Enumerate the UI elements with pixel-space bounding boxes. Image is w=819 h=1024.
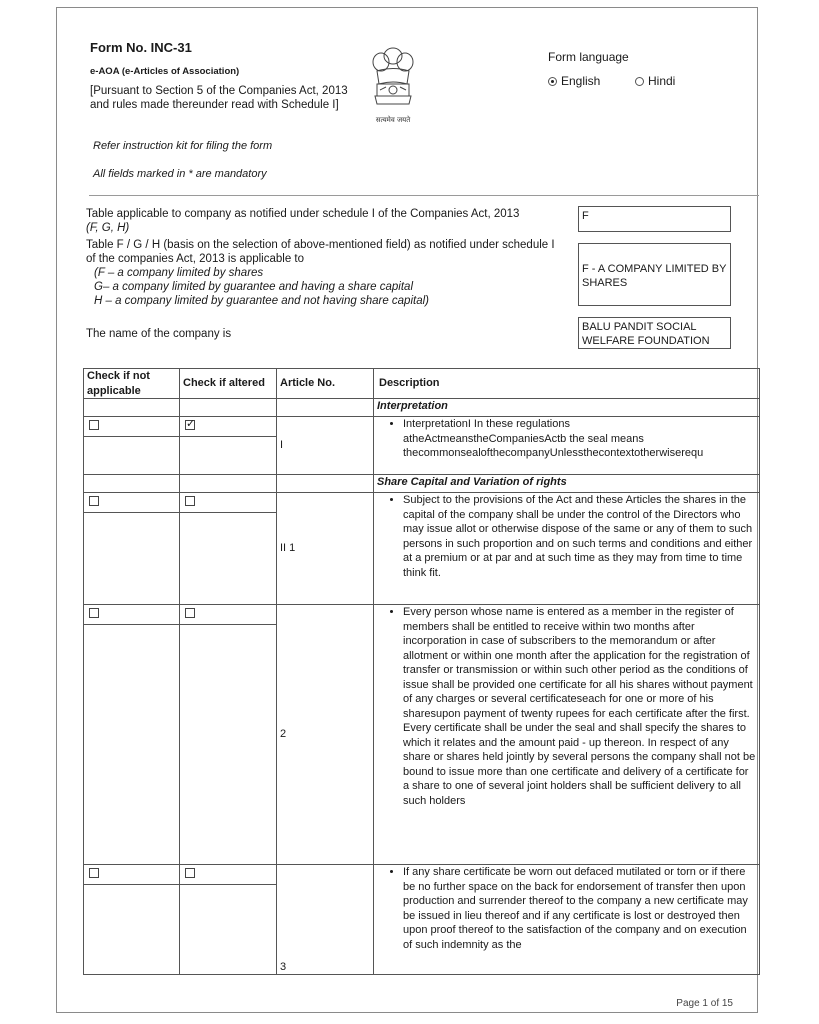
not-applicable-checkbox[interactable] <box>89 496 99 506</box>
option-h-text: H – a company limited by guarantee and not having share capital) <box>94 295 429 307</box>
section-row-share-capital <box>84 475 760 493</box>
option-g-text: G– a company limited by guarantee and having a share capital <box>94 281 414 293</box>
table-row <box>84 865 760 885</box>
form-language-label: Form language <box>548 50 629 64</box>
table-fgh-question <box>86 238 556 308</box>
form-page <box>56 7 758 1013</box>
article-number: I <box>277 417 374 475</box>
header-altered: Check if altered <box>180 369 277 399</box>
table-row <box>84 417 760 437</box>
language-hindi-label: Hindi <box>648 74 676 88</box>
table-header-row <box>84 369 760 399</box>
page-number: Page 1 of 15 <box>676 998 733 1009</box>
altered-checkbox[interactable] <box>185 420 195 430</box>
section-title-share-capital: Share Capital and Variation of rights <box>374 475 760 493</box>
section-row-interpretation <box>84 399 760 417</box>
section-title-interpretation: Interpretation <box>374 399 760 417</box>
article-description: • Subject to the provisions of the Act and these Articles the shares in the capital of the company shall be under the control of the Directors who may issue allot or otherwise dispose of the same or any of them to such persons in such proportion and on such terms and conditions and either at a premium or at par and at such time as they may from time to time think fit. <box>374 493 760 605</box>
article-description: • Every person whose name is entered as a member in the register of members shall be entitled to receive within two months after incorporation in case of subscribers to the memorandum or after allotment or within one month after the application for the registration of transfer or transmission or within such other period as the conditions of issue shall be provided one certificate for all his shares without payment of any charges or several certificateseach for one or more of his sharesupon payment of twenty rupees for each certificate after the first. Every certificate shall be under the seal and shall specify the shares to which it relates and the amount paid - up thereon. In respect of any share or shares held jointly by several persons the company shall not be bound to issue more than one certificate and delivery of a certificate for a share to one of several joint holders shall be sufficient delivery to all such holders <box>374 605 760 865</box>
national-emblem-icon <box>363 38 423 128</box>
not-applicable-checkbox[interactable] <box>89 420 99 430</box>
company-name-label: The name of the company is <box>86 328 232 340</box>
header-not-applicable: Check if not applicable <box>84 369 180 399</box>
form-number: Form No. INC-31 <box>90 40 192 55</box>
table-row <box>84 493 760 513</box>
mandatory-note: All fields marked in * are mandatory <box>93 168 267 180</box>
form-subtitle: e-AOA (e-Articles of Association) <box>90 66 240 77</box>
table-applicable-hint: (F, G, H) <box>86 222 130 234</box>
header-divider <box>89 195 759 196</box>
table-fgh-label: Table F / G / H (basis on the selection of above-mentioned field) as notified under schedule I of the companies Act, 2013 is applicable to <box>86 239 555 265</box>
not-applicable-checkbox[interactable] <box>89 868 99 878</box>
pursuant-note: [Pursuant to Section 5 of the Companies Act, 2013 and rules made thereunder read with Schedule I] <box>90 85 348 111</box>
table-fgh-field[interactable]: F - A COMPANY LIMITED BY SHARES <box>578 243 731 306</box>
language-english-label: English <box>561 74 601 88</box>
company-name-field[interactable]: BALU PANDIT SOCIAL WELFARE FOUNDATION <box>578 317 731 349</box>
radio-english-icon[interactable] <box>548 77 557 86</box>
article-description: • InterpretationI In these regulations atheActmeanstheCompaniesActb the seal means thecommonsealofthecompanyUnlessthecontextotherwiserequ <box>374 417 760 475</box>
table-applicable-label: Table applicable to company as notified under schedule I of the Companies Act, 2013 <box>86 208 520 220</box>
header-article-no: Article No. <box>277 369 374 399</box>
table-row <box>84 605 760 625</box>
altered-checkbox[interactable] <box>185 496 195 506</box>
radio-hindi-icon[interactable] <box>635 77 644 86</box>
instruction-kit-note: Refer instruction kit for filing the form <box>93 140 273 152</box>
language-option-english[interactable] <box>548 74 600 88</box>
language-option-hindi[interactable] <box>635 74 675 88</box>
not-applicable-checkbox[interactable] <box>89 608 99 618</box>
altered-checkbox[interactable] <box>185 608 195 618</box>
option-f-text: (F – a company limited by shares <box>94 267 264 279</box>
table-applicable-field[interactable]: F <box>578 206 731 232</box>
article-description: • If any share certificate be worn out defaced mutilated or torn or if there be no further space on the back for endorsement of transfer then upon production and surrender thereof to the company a new certificate may be issued in lieu thereof and if any certificate is lost or destroyed then upon proof thereof to the satisfaction of the company and on execution of such indemnity as the <box>374 865 760 975</box>
emblem-caption: सत्यमेव जयते <box>375 116 411 124</box>
table-applicable-question <box>86 207 566 235</box>
altered-checkbox[interactable] <box>185 868 195 878</box>
article-number: 2 <box>277 605 374 865</box>
article-number: 3 <box>277 865 374 975</box>
header-description: Description <box>374 369 760 399</box>
articles-table <box>83 368 760 975</box>
article-number: II 1 <box>277 493 374 605</box>
